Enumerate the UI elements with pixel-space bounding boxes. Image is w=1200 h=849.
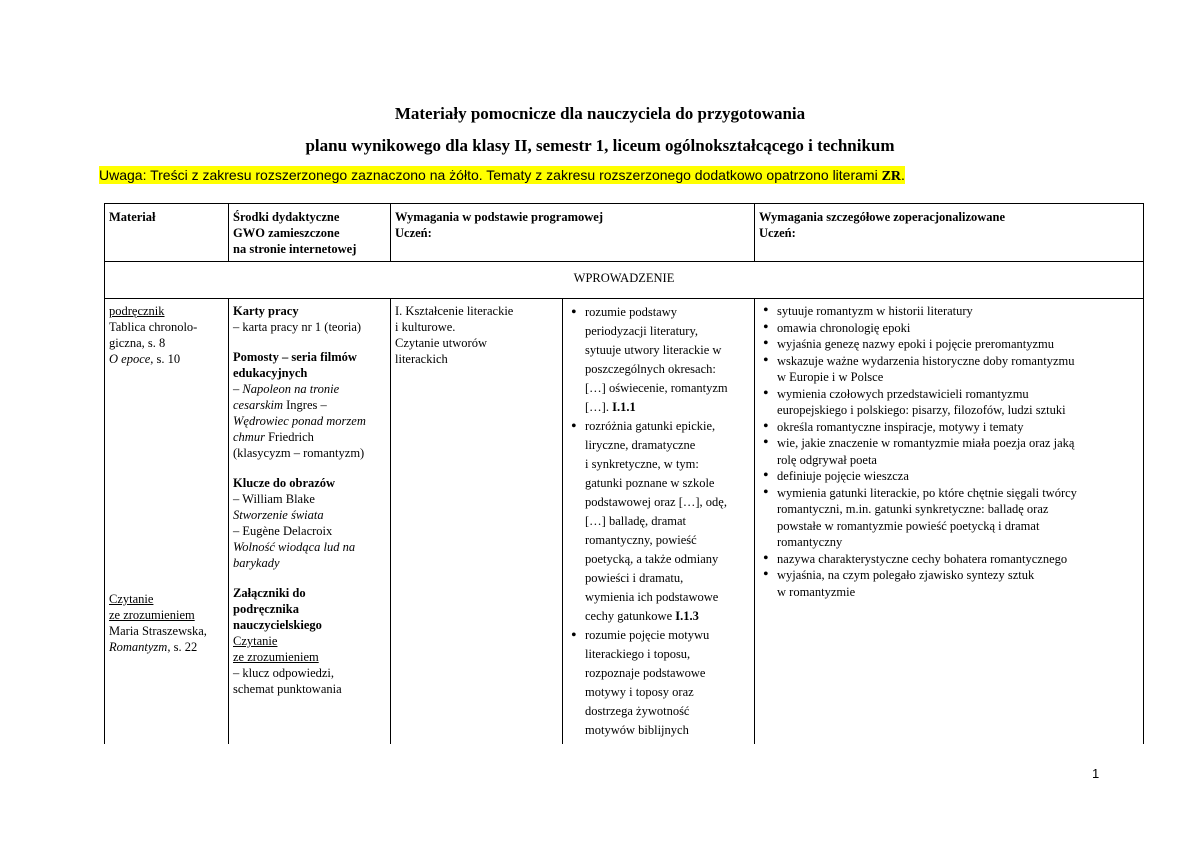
item-line: […] balladę, dramat: [585, 514, 686, 528]
dash: –: [233, 382, 243, 396]
szczegolowe-list: [759, 303, 1139, 600]
pomosty-title-2: edukacyjnych: [233, 366, 308, 380]
item-line: [585, 398, 750, 417]
area-line: I. Kształcenie literackie: [395, 304, 514, 318]
item-line: • rozróżnia gatunki epickie,: [585, 419, 716, 433]
szczegolowe-item: [777, 336, 1139, 353]
szczegolowe-item: [777, 485, 1139, 551]
note-code: ZR: [881, 169, 902, 184]
note-end: .: [901, 167, 905, 183]
item-line: sytuuje utwory literackie w: [585, 343, 722, 357]
header-wymagania-line: Uczeń:: [395, 226, 432, 240]
klucze-line: Stworzenie świata: [233, 508, 324, 522]
header-szczegolowe: [755, 204, 1144, 262]
header-srodki-line: na stronie internetowej: [233, 242, 357, 256]
item-line: gatunki poznane w szkole: [585, 476, 715, 490]
item-line: wymienia ich podstawowe: [585, 590, 719, 604]
material-line: Tablica chronolo-: [109, 320, 198, 334]
klucze-line: – Eugène Delacroix: [233, 524, 333, 538]
area-line: literackich: [395, 352, 448, 366]
link-czytanie-2[interactable]: ze zrozumieniem: [109, 608, 195, 622]
item-line: poetycką, a także odmiany: [585, 552, 719, 566]
item-line: • rozumie podstawy: [585, 305, 677, 319]
romantyzm-page: , s. 22: [167, 640, 198, 654]
klucze-title: Klucze do obrazów: [233, 476, 336, 490]
item-line: • sytuuje romantyzm w historii literatury: [777, 304, 973, 318]
item-line: poszczególnych okresach:: [585, 362, 716, 376]
content-row: [105, 299, 1144, 745]
item-line: • wyjaśnia, na czym polegało zjawisko syntezy sztuk: [777, 568, 1035, 582]
item-line: • wskazuje ważne wydarzenia historyczne doby romantyzmu: [777, 353, 1075, 368]
romantyzm-title: Romantyzm: [109, 640, 168, 654]
item-line: podstawowej oraz […], odę,: [585, 495, 727, 509]
pomosty-italic: cesarskim: [233, 398, 283, 412]
item-line: romantyczny, powieść: [585, 533, 697, 547]
wymagania-area-cell: [391, 299, 563, 745]
material-cell: [105, 299, 229, 745]
klucze-line: – William Blake: [233, 492, 315, 506]
item-line: liryczne, dramatyczne: [585, 438, 696, 452]
document-title-line-1: Materiały pomocnicze dla nauczyciela do przygotowania: [394, 104, 806, 123]
document-title-line-2: planu wynikowego dla klasy II, semestr 1, liceum ogólnokształcącego i technikum: [305, 136, 895, 155]
item-line: • omawia chronologię epoki: [777, 320, 911, 335]
header-szczegolowe-line: Uczeń:: [759, 226, 796, 240]
plan-table: [104, 203, 1144, 744]
note-text: Uwaga: Treści z zakresu rozszerzonego zaznaczono na żółto. Tematy z zakresu rozszerzonego dodatkowo opatrzono literami: [99, 167, 882, 183]
pomosty-line: [233, 397, 386, 413]
header-row: [105, 204, 1144, 262]
pomosty-line: [233, 381, 386, 397]
header-srodki: [229, 204, 391, 262]
zal-title-2: podręcznika: [233, 602, 299, 616]
szczegolowe-item: [777, 435, 1139, 468]
szczegolowe-item: [777, 320, 1139, 337]
item-line: periodyzacji literatury,: [585, 324, 699, 338]
zal-line: schemat punktowania: [233, 682, 342, 696]
item-line: • wymienia gatunki literackie, po które chętnie sięgali twórcy: [777, 485, 1077, 500]
pomosty-title: Pomosty – seria filmów: [233, 350, 357, 364]
material-line: giczna, s. 8: [109, 336, 166, 350]
item-line: motywy i toposy oraz: [585, 685, 694, 699]
header-srodki-line: GWO zamieszczone: [233, 226, 340, 240]
item-line: powstałe w romantyzmie powieść poetycką i dramat: [777, 518, 1040, 533]
material-line: [109, 351, 224, 367]
zal-line: – klucz odpowiedzi,: [233, 666, 335, 680]
wymagania-item: [585, 417, 750, 626]
item-line: • wymienia czołowych przedstawicieli romantyzmu: [777, 386, 1029, 401]
header-material: Materiał: [105, 204, 229, 262]
section-title: WPROWADZENIE: [105, 262, 1144, 299]
item-line: powieści i dramatu,: [585, 571, 684, 585]
zal-title-3: nauczycielskiego: [233, 618, 322, 632]
pomosty-italic: chmur: [233, 430, 265, 444]
header-srodki-line: Środki dydaktyczne: [233, 210, 340, 224]
link-podrecznik[interactable]: podręcznik: [109, 304, 165, 318]
pomosty-line: [233, 429, 386, 445]
area-line: Czytanie utworów: [395, 336, 487, 350]
item-line: romantyczny: [777, 535, 843, 549]
szczegolowe-cell: [755, 299, 1144, 745]
szczegolowe-item: [777, 567, 1139, 600]
klucze-line: barykady: [233, 556, 280, 570]
area-line: i kulturowe.: [395, 320, 456, 334]
item-line: dostrzega żywotność: [585, 704, 690, 718]
szczegolowe-item: [777, 419, 1139, 436]
pomosty-normal: Ingres –: [283, 398, 327, 412]
szczegolowe-item: [777, 468, 1139, 485]
pomosty-line: (klasycyzm – romantyzm): [233, 446, 365, 460]
item-line: [585, 607, 750, 626]
pomosty-line: Wędrowiec ponad morzem: [233, 414, 366, 428]
item-line: • rozumie pojęcie motywu: [585, 628, 710, 642]
material-line: [109, 639, 224, 655]
item-line: rozpoznaje podstawowe: [585, 666, 706, 680]
karty-title: Karty pracy: [233, 304, 299, 318]
link-zal-czytanie-2[interactable]: ze zrozumieniem: [233, 650, 319, 664]
wymagania-items-cell: [563, 299, 755, 745]
item-line: […] oświecenie, romantyzm: [585, 381, 728, 395]
item-line: • nazywa charakterystyczne cechy bohatera romantycznego: [777, 551, 1068, 566]
szczegolowe-item: [777, 386, 1139, 419]
item-line: romantyczni, m.in. gatunki synkretyczne: balladę oraz: [777, 502, 1049, 516]
link-zal-czytanie[interactable]: Czytanie: [233, 634, 278, 648]
item-line: rolę odgrywał poeta: [777, 452, 877, 467]
o-epoce-page: , s. 10: [150, 352, 181, 366]
wymagania-item: [585, 626, 750, 740]
item-line: w Europie i w Polsce: [777, 370, 884, 384]
item-line: i synkretyczne, w tym:: [585, 457, 699, 471]
szczegolowe-item: [777, 303, 1139, 320]
item-line: motywów biblijnych: [585, 723, 689, 737]
item-code: I.1.1: [612, 400, 636, 414]
karty-item: – karta pracy nr 1 (teoria): [233, 320, 362, 334]
wymagania-item: [585, 303, 750, 417]
wymagania-list: [567, 303, 750, 740]
section-row: [105, 262, 1144, 299]
szczegolowe-item: [777, 353, 1139, 386]
item-text: […].: [585, 400, 613, 414]
link-czytanie[interactable]: Czytanie: [109, 592, 154, 606]
item-line: w romantyzmie: [777, 584, 856, 599]
klucze-line: Wolność wiodąca lud na: [233, 540, 356, 554]
header-wymagania: [391, 204, 755, 262]
item-line: • wyjaśnia genezę nazwy epoki i pojęcie preromantyzmu: [777, 337, 1054, 351]
item-line: • definiuje pojęcie wieszcza: [777, 469, 909, 483]
material-line: Maria Straszewska,: [109, 624, 207, 638]
header-wymagania-line: Wymagania w podstawie programowej: [395, 210, 603, 224]
zal-title: Załączniki do: [233, 586, 306, 600]
item-line: • wie, jakie znaczenie w romantyzmie miała poezja oraz jaką: [777, 436, 1075, 450]
pomosty-normal: Friedrich: [264, 430, 314, 444]
pomosty-italic: Napoleon na tronie: [242, 382, 340, 396]
o-epoce-title: O epoce: [109, 352, 151, 366]
header-szczegolowe-line: Wymagania szczegółowe zoperacjonalizowane: [759, 210, 1006, 224]
note-highlighted: [99, 167, 905, 185]
item-text: cechy gatunkowe: [585, 609, 676, 623]
item-line: europejskiego i polskiego: pisarzy, filozofów, ludzi sztuki: [777, 403, 1066, 417]
szczegolowe-item: [777, 551, 1139, 568]
item-line: literackiego i toposu,: [585, 647, 691, 661]
page-number: 1: [1092, 766, 1100, 781]
srodki-cell: [229, 299, 391, 745]
item-line: • określa romantyczne inspiracje, motywy i tematy: [777, 419, 1024, 434]
item-code: I.1.3: [675, 609, 699, 623]
